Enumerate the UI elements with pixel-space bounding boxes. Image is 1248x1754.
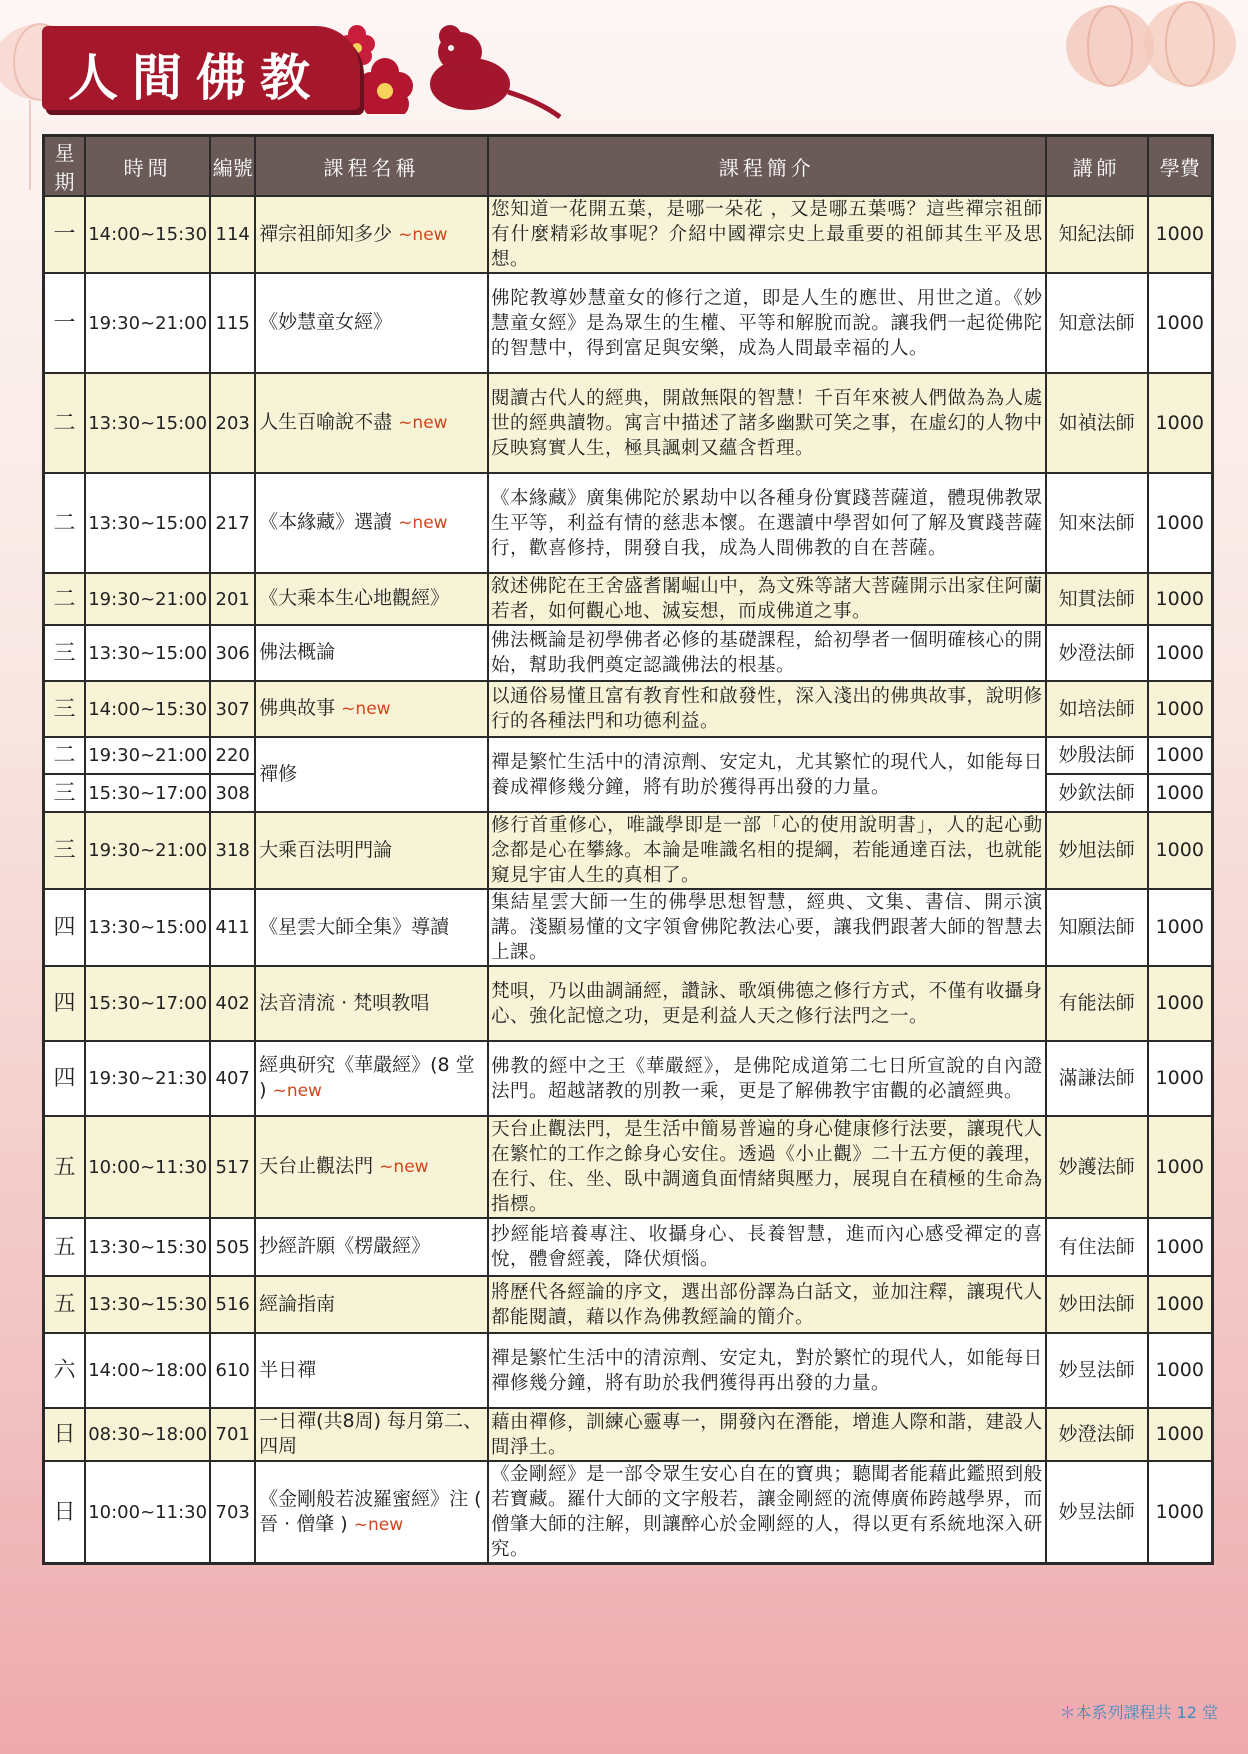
course-description: 藉由禪修，訓練心靈專一，開發內在潛能，增進人際和諧，建設人間淨土。 bbox=[488, 1408, 1046, 1461]
new-tag: ~new bbox=[341, 699, 391, 719]
code-cell: 505 bbox=[210, 1218, 255, 1276]
table-row bbox=[44, 1041, 1213, 1116]
course-description: 《金剛經》是一部令眾生安心自在的寶典；聽聞者能藉此鑑照到般若寶藏。羅什大師的文字般若，讓金剛經的流傳廣佈跨越學界，而僧肇大師的注解，則讓醉心於金剛經的人，得以更有系統地深入研究。 bbox=[488, 1461, 1046, 1564]
teacher-cell: 知來法師 bbox=[1046, 473, 1148, 573]
day-cell: 日 bbox=[44, 1408, 85, 1461]
table-row bbox=[44, 473, 1213, 573]
day-cell: 四 bbox=[44, 889, 85, 966]
day-cell: 三 bbox=[44, 625, 85, 681]
header-day: 星期 bbox=[44, 136, 85, 197]
table-row bbox=[44, 1218, 1213, 1276]
new-tag: ~new bbox=[398, 513, 448, 533]
course-name-cell bbox=[255, 573, 488, 625]
header-time: 時間 bbox=[85, 136, 210, 197]
course-name: 天台止觀法門 bbox=[259, 1155, 374, 1177]
new-tag: ~new bbox=[398, 413, 448, 433]
course-name: 《本緣藏》選讀 bbox=[259, 511, 393, 533]
fee-cell: 1000 bbox=[1148, 1276, 1213, 1333]
fee-cell: 1000 bbox=[1148, 273, 1213, 373]
table-row bbox=[44, 1408, 1213, 1461]
time-cell: 19:30~21:30 bbox=[85, 1041, 210, 1116]
day-cell: 二 bbox=[44, 573, 85, 625]
fee-cell: 1000 bbox=[1148, 889, 1213, 966]
code-cell: 308 bbox=[210, 774, 255, 812]
code-cell: 114 bbox=[210, 196, 255, 273]
fee-cell: 1000 bbox=[1148, 1116, 1213, 1218]
code-cell: 517 bbox=[210, 1116, 255, 1218]
teacher-cell: 妙昱法師 bbox=[1046, 1461, 1148, 1564]
course-description: 敘述佛陀在王舍盛耆闍崛山中，為文殊等諸大菩薩開示出家住阿蘭若者，如何觀心地、滅妄想，而成佛道之事。 bbox=[488, 573, 1046, 625]
teacher-cell: 如培法師 bbox=[1046, 681, 1148, 737]
fee-cell: 1000 bbox=[1148, 966, 1213, 1041]
teacher-cell: 妙欽法師 bbox=[1046, 774, 1148, 812]
header-course-name: 課程名稱 bbox=[255, 136, 488, 197]
course-description: 佛陀教導妙慧童女的修行之道，即是人生的應世、用世之道。《妙慧童女經》是為眾生的生權、平等和解脫而說。讓我們一起從佛陀的智慧中，得到富足與安樂，成為人間最幸福的人。 bbox=[488, 273, 1046, 373]
day-cell: 四 bbox=[44, 966, 85, 1041]
day-cell: 五 bbox=[44, 1218, 85, 1276]
table-row bbox=[44, 273, 1213, 373]
teacher-cell: 妙田法師 bbox=[1046, 1276, 1148, 1333]
table-row bbox=[44, 373, 1213, 473]
fee-cell: 1000 bbox=[1148, 1041, 1213, 1116]
fee-cell: 1000 bbox=[1148, 1461, 1213, 1564]
fee-cell: 1000 bbox=[1148, 774, 1213, 812]
fee-cell: 1000 bbox=[1148, 625, 1213, 681]
course-name: 大乘百法明門論 bbox=[259, 838, 393, 861]
rat-icon bbox=[420, 22, 570, 122]
teacher-cell: 知貫法師 bbox=[1046, 573, 1148, 625]
time-cell: 15:30~17:00 bbox=[85, 966, 210, 1041]
course-description: 天台止觀法門，是生活中簡易普遍的身心健康修行法要，讓現代人在繁忙的工作之餘身心安住。透過《小止觀》二十五方便的義理，在行、住、坐、臥中調適負面情緒與壓力，展現自在積極的生命為指標。 bbox=[488, 1116, 1046, 1218]
day-cell: 一 bbox=[44, 196, 85, 273]
course-name-cell bbox=[255, 812, 488, 889]
time-cell: 14:00~18:00 bbox=[85, 1333, 210, 1408]
course-description: 集結星雲大師一生的佛學思想智慧，經典、文集、書信、開示演講。淺顯易懂的文字領會佛陀教法心要，讓我們跟著大師的智慧去上課。 bbox=[488, 889, 1046, 966]
fee-cell: 1000 bbox=[1148, 573, 1213, 625]
teacher-cell: 妙護法師 bbox=[1046, 1116, 1148, 1218]
table-row bbox=[44, 573, 1213, 625]
day-cell: 三 bbox=[44, 812, 85, 889]
table-row bbox=[44, 889, 1213, 966]
course-description: 禪是繁忙生活中的清涼劑、安定丸，尤其繁忙的現代人，如能每日養成禪修幾分鐘，將有助於獲得再出發的力量。 bbox=[488, 737, 1046, 812]
fee-cell: 1000 bbox=[1148, 737, 1213, 774]
teacher-cell: 妙澄法師 bbox=[1046, 1408, 1148, 1461]
time-cell: 13:30~15:00 bbox=[85, 625, 210, 681]
course-name-cell bbox=[255, 625, 488, 681]
day-cell: 二 bbox=[44, 473, 85, 573]
lantern-right-icon bbox=[1040, 0, 1248, 130]
teacher-cell: 妙澄法師 bbox=[1046, 625, 1148, 681]
day-cell: 三 bbox=[44, 681, 85, 737]
fee-cell: 1000 bbox=[1148, 1408, 1213, 1461]
teacher-cell: 知願法師 bbox=[1046, 889, 1148, 966]
time-cell: 19:30~21:00 bbox=[85, 573, 210, 625]
course-name: 《星雲大師全集》導讀 bbox=[259, 915, 450, 938]
code-cell: 411 bbox=[210, 889, 255, 966]
course-name-cell bbox=[255, 966, 488, 1041]
day-cell: 二 bbox=[44, 737, 85, 774]
time-cell: 13:30~15:00 bbox=[85, 473, 210, 573]
time-cell: 13:30~15:00 bbox=[85, 889, 210, 966]
course-description: 您知道一花開五葉，是哪一朵花 ，又是哪五葉嗎？這些禪宗祖師有什麼精彩故事呢？介紹中國禪宗史上最重要的祖師其生平及思想。 bbox=[488, 196, 1046, 273]
fee-cell: 1000 bbox=[1148, 196, 1213, 273]
code-cell: 203 bbox=[210, 373, 255, 473]
day-cell: 五 bbox=[44, 1276, 85, 1333]
time-cell: 13:30~15:00 bbox=[85, 373, 210, 473]
course-table bbox=[42, 134, 1214, 1565]
time-cell: 08:30~18:00 bbox=[85, 1408, 210, 1461]
course-name: 經典研究《華嚴經》(8 堂 ) bbox=[259, 1054, 475, 1101]
code-cell: 610 bbox=[210, 1333, 255, 1408]
fee-cell: 1000 bbox=[1148, 473, 1213, 573]
course-name: 人生百喻說不盡 bbox=[259, 411, 393, 433]
course-name: 半日禪 bbox=[259, 1358, 317, 1381]
course-name: 禪宗祖師知多少 bbox=[259, 222, 393, 245]
code-cell: 217 bbox=[210, 473, 255, 573]
time-cell: 19:30~21:00 bbox=[85, 273, 210, 373]
course-name-cell bbox=[255, 1333, 488, 1408]
table-row bbox=[44, 812, 1213, 889]
course-name: 禪修 bbox=[255, 737, 488, 812]
table-row bbox=[44, 681, 1213, 737]
teacher-cell: 有住法師 bbox=[1046, 1218, 1148, 1276]
table-row bbox=[44, 1116, 1213, 1218]
table-row bbox=[44, 737, 1213, 774]
header-code: 編號 bbox=[210, 136, 255, 197]
code-cell: 201 bbox=[210, 573, 255, 625]
header-description: 課程簡介 bbox=[488, 136, 1046, 197]
course-name: 《金剛般若波羅蜜經》注 ( 晉 ‧ 僧肇 ) bbox=[259, 1487, 482, 1535]
course-name-cell bbox=[255, 1116, 488, 1218]
course-description: 佛法概論是初學佛者必修的基礎課程，給初學者一個明確核心的開始，幫助我們奠定認識佛法的根基。 bbox=[488, 625, 1046, 681]
day-cell: 日 bbox=[44, 1461, 85, 1564]
time-cell: 15:30~17:00 bbox=[85, 774, 210, 812]
day-cell: 六 bbox=[44, 1333, 85, 1408]
code-cell: 402 bbox=[210, 966, 255, 1041]
code-cell: 407 bbox=[210, 1041, 255, 1116]
code-cell: 220 bbox=[210, 737, 255, 774]
table-row bbox=[44, 196, 1213, 273]
table-row bbox=[44, 1276, 1213, 1333]
time-cell: 14:00~15:30 bbox=[85, 196, 210, 273]
teacher-cell: 如禎法師 bbox=[1046, 373, 1148, 473]
teacher-cell: 有能法師 bbox=[1046, 966, 1148, 1041]
course-name-cell bbox=[255, 1461, 488, 1564]
course-name: 經論指南 bbox=[259, 1292, 336, 1315]
fee-cell: 1000 bbox=[1148, 1218, 1213, 1276]
course-description: 以通俗易懂且富有教育性和啟發性，深入淺出的佛典故事，說明修行的各種法門和功德利益。 bbox=[488, 681, 1046, 737]
teacher-cell: 知紀法師 bbox=[1046, 196, 1148, 273]
course-description: 抄經能培養專注、收攝身心、長養智慧，進而內心感受禪定的喜悅，體會經義，降伏煩惱。 bbox=[488, 1218, 1046, 1276]
new-tag: ~new bbox=[353, 1514, 404, 1535]
course-description: 修行首重修心，唯識學即是一部「心的使用說明書」，人的起心動念都是心在攀緣。本論是唯識名相的提綱，若能通達百法，也就能窺見宇宙人生的真相了。 bbox=[488, 812, 1046, 889]
day-cell: 二 bbox=[44, 373, 85, 473]
course-name-cell bbox=[255, 373, 488, 473]
time-cell: 13:30~15:30 bbox=[85, 1276, 210, 1333]
course-description: 閱讀古代人的經典，開啟無限的智慧！千百年來被人們做為為人處世的經典讀物。寓言中描述了諸多幽默可笑之事，在虛幻的人物中反映寫實人生，極具諷刺又蘊含哲理。 bbox=[488, 373, 1046, 473]
fee-cell: 1000 bbox=[1148, 373, 1213, 473]
course-description: 將歷代各經論的序文，選出部份譯為白話文，並加注釋，讓現代人都能閱讀，藉以作為佛教經論的簡介。 bbox=[488, 1276, 1046, 1333]
course-name-cell bbox=[255, 1218, 488, 1276]
table-row bbox=[44, 1333, 1213, 1408]
day-cell: 四 bbox=[44, 1041, 85, 1116]
title-banner bbox=[42, 26, 360, 110]
time-cell: 10:00~11:30 bbox=[85, 1461, 210, 1564]
time-cell: 19:30~21:00 bbox=[85, 812, 210, 889]
teacher-cell: 妙殷法師 bbox=[1046, 737, 1148, 774]
footnote: ＊本系列課程共 12 堂 bbox=[1059, 1703, 1218, 1722]
course-description: 《本緣藏》廣集佛陀於累劫中以各種身份實踐菩薩道，體現佛教眾生平等，利益有情的慈悲本懷。在選讀中學習如何了解及實踐菩薩行，歡喜修持，開發自我，成為人間佛教的自在菩薩。 bbox=[488, 473, 1046, 573]
time-cell: 10:00~11:30 bbox=[85, 1116, 210, 1218]
header-fee: 學費 bbox=[1148, 136, 1213, 197]
course-name-cell bbox=[255, 196, 488, 273]
time-cell: 19:30~21:00 bbox=[85, 737, 210, 774]
day-cell: 三 bbox=[44, 774, 85, 812]
table-header-row bbox=[44, 136, 1213, 197]
page-title: 人間佛教 bbox=[68, 49, 324, 107]
table-row bbox=[44, 966, 1213, 1041]
teacher-cell: 妙昱法師 bbox=[1046, 1333, 1148, 1408]
course-name: 《妙慧童女經》 bbox=[259, 311, 393, 333]
code-cell: 516 bbox=[210, 1276, 255, 1333]
table-row bbox=[44, 1461, 1213, 1564]
time-cell: 13:30~15:30 bbox=[85, 1218, 210, 1276]
course-name-cell bbox=[255, 889, 488, 966]
teacher-cell: 滿謙法師 bbox=[1046, 1041, 1148, 1116]
course-name-cell bbox=[255, 1408, 488, 1461]
course-name-cell bbox=[255, 273, 488, 373]
code-cell: 306 bbox=[210, 625, 255, 681]
course-name-cell bbox=[255, 681, 488, 737]
course-name: 法音清流 ‧ 梵唄教唱 bbox=[259, 991, 430, 1014]
day-cell: 五 bbox=[44, 1116, 85, 1218]
code-cell: 318 bbox=[210, 812, 255, 889]
course-name-cell bbox=[255, 473, 488, 573]
code-cell: 701 bbox=[210, 1408, 255, 1461]
course-name: 佛法概論 bbox=[259, 641, 336, 663]
course-name-cell bbox=[255, 1276, 488, 1333]
course-description: 佛教的經中之王《華嚴經》，是佛陀成道第二七日所宣說的自內證法門。超越諸教的別教一乘，更是了解佛教宇宙觀的必讀經典。 bbox=[488, 1041, 1046, 1116]
course-name-cell bbox=[255, 1041, 488, 1116]
header-teacher: 講師 bbox=[1046, 136, 1148, 197]
new-tag: ~new bbox=[379, 1157, 429, 1177]
course-description: 禪是繁忙生活中的清涼劑、安定丸，對於繁忙的現代人，如能每日禪修幾分鐘，將有助於我們獲得再出發的力量。 bbox=[488, 1333, 1046, 1408]
fee-cell: 1000 bbox=[1148, 1333, 1213, 1408]
course-name: 《大乘本生心地觀經》 bbox=[259, 587, 450, 609]
new-tag: ~new bbox=[398, 224, 448, 245]
code-cell: 115 bbox=[210, 273, 255, 373]
course-name: 一日禪(共8周) 每月第二、四周 bbox=[259, 1410, 483, 1457]
new-tag: ~new bbox=[272, 1081, 322, 1101]
day-cell: 一 bbox=[44, 273, 85, 373]
fee-cell: 1000 bbox=[1148, 681, 1213, 737]
table-row bbox=[44, 625, 1213, 681]
time-cell: 14:00~15:30 bbox=[85, 681, 210, 737]
code-cell: 703 bbox=[210, 1461, 255, 1564]
course-name: 佛典故事 bbox=[259, 697, 336, 719]
teacher-cell: 知意法師 bbox=[1046, 273, 1148, 373]
code-cell: 307 bbox=[210, 681, 255, 737]
course-name: 抄經許願《楞嚴經》 bbox=[259, 1235, 431, 1257]
course-description: 梵唄，乃以曲調誦經，讚詠、歌頌佛德之修行方式，不僅有收攝身心、強化記憶之功，更是利益人天之修行法門之一。 bbox=[488, 966, 1046, 1041]
teacher-cell: 妙旭法師 bbox=[1046, 812, 1148, 889]
fee-cell: 1000 bbox=[1148, 812, 1213, 889]
